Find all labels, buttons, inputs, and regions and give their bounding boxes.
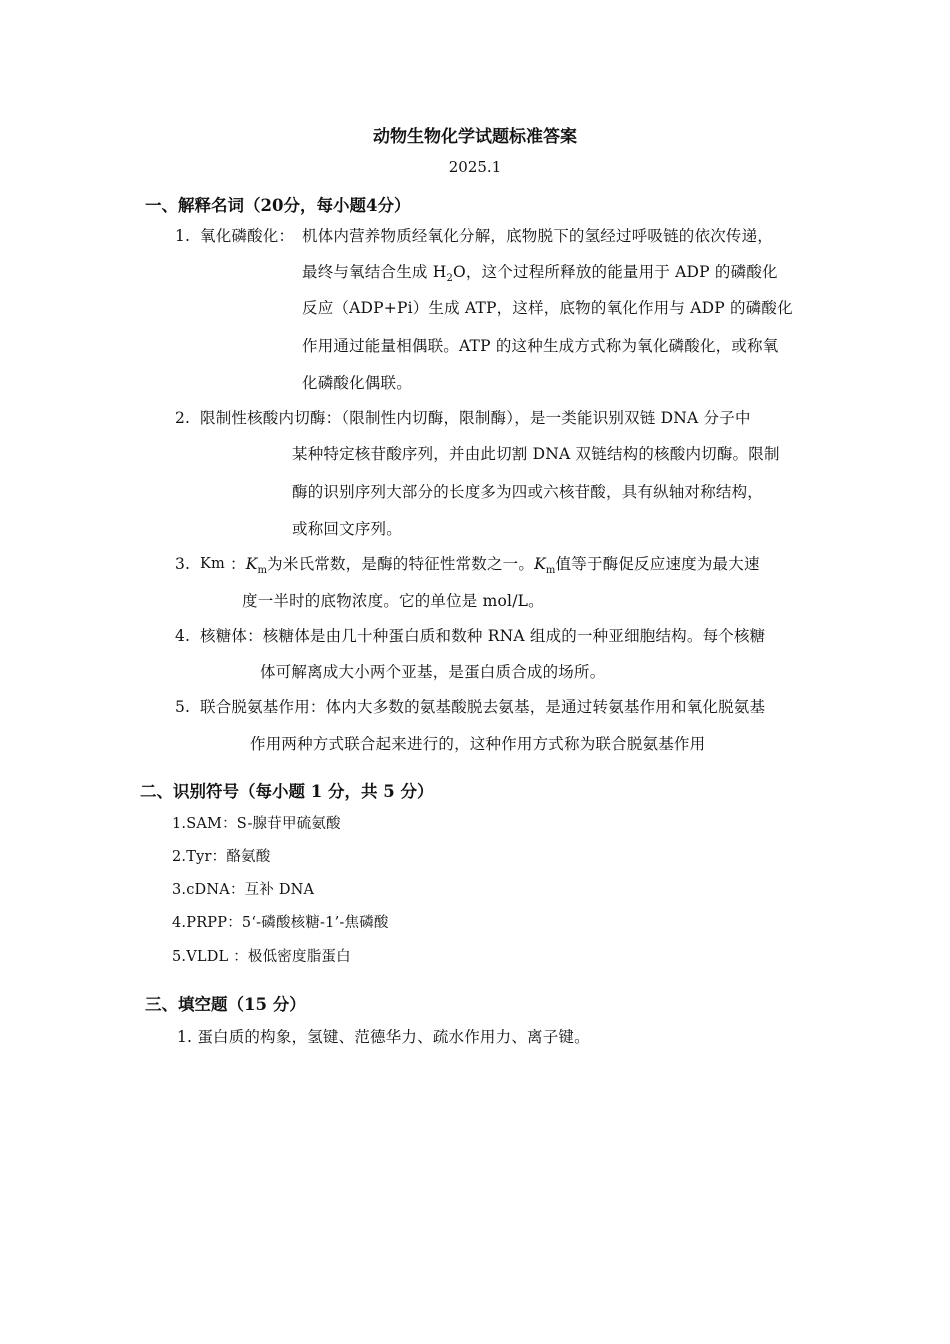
section-heading-1: 一、解释名词（20分，每小题4分）: [145, 196, 411, 215]
symbol-item: 2.Tyr：酪氨酸: [172, 849, 271, 865]
definition-line: 核糖体：核糖体是由几十种蛋白质和数种 RNA 组成的一种亚细胞结构。每个核糖: [200, 627, 766, 645]
list-item-number: 2.: [175, 409, 191, 427]
section-heading-2: 二、识别符号（每小题 1 分，共 5 分）: [140, 782, 434, 801]
definition-line: 酶的识别序列大部分的长度多为四或六核苷酸，具有纵轴对称结构，: [292, 483, 764, 501]
definition-line: 机体内营养物质经氧化分解，底物脱下的氢经过呼吸链的依次传递，: [302, 227, 774, 245]
symbol-item: 1.SAM：S-腺苷甲硫氨酸: [172, 816, 341, 832]
symbol-item: 5.VLDL ：极低密度脂蛋白: [172, 949, 351, 965]
definition-line: 作用通过能量相偶联。ATP 的这种生成方式称为氧化磷酸化，或称氧: [302, 337, 779, 355]
definition-line: ：$K_m$为米氏常数，是酶的特征性常数之一。$K_m$值等于酶促反应速度为最大速: [230, 555, 760, 577]
list-item-number: 4.: [175, 627, 191, 645]
definition-line: 度一半时的底物浓度。它的单位是 mol/L。: [242, 592, 544, 610]
term-label: 氧化磷酸化：: [200, 227, 295, 245]
definition-line: 某种特定核苷酸序列，并由此切割 DNA 双链结构的核酸内切酶。限制: [292, 445, 780, 463]
definition-line: 反应（ADP+Pi）生成 ATP，这样，底物的氧化作用与 ADP 的磷酸化: [302, 299, 793, 317]
symbol-item: 4.PRPP：5‘-磷酸核糖-1’-焦磷酸: [172, 915, 389, 931]
definition-line: 最终与氧结合生成 $H_2O$，这个过程所释放的能量用于 ADP 的磷酸化: [302, 263, 778, 285]
definition-line: 化磷酸化偶联。: [302, 374, 412, 392]
term-label: Km: [200, 556, 225, 572]
document-title: 动物生物化学试题标准答案: [373, 127, 577, 147]
definition-line: 作用两种方式联合起来进行的，这种作用方式称为联合脱氨基作用: [250, 735, 706, 753]
list-item-number: 1.: [175, 227, 191, 245]
list-item-number: 3.: [175, 555, 191, 573]
definition-line: 限制性核酸内切酶：（限制性内切酶，限制酶），是一类能识别双链 DNA 分子中: [200, 409, 751, 427]
list-item-number: 5.: [175, 698, 191, 716]
definition-line: 或称回文序列。: [292, 520, 402, 538]
section-heading-3: 三、填空题（15 分）: [145, 995, 306, 1014]
fill-blank-answer: 1. 蛋白质的构象，氢键、范德华力、疏水作用力、离子键。: [177, 1028, 590, 1046]
document-date: 2025.1: [448, 158, 502, 176]
symbol-item: 3.cDNA：互补 DNA: [172, 882, 315, 898]
definition-line: 联合脱氨基作用：体内大多数的氨基酸脱去氨基，是通过转氨基作用和氧化脱氨基: [200, 698, 766, 716]
definition-line: 体可解离成大小两个亚基，是蛋白质合成的场所。: [260, 663, 606, 681]
